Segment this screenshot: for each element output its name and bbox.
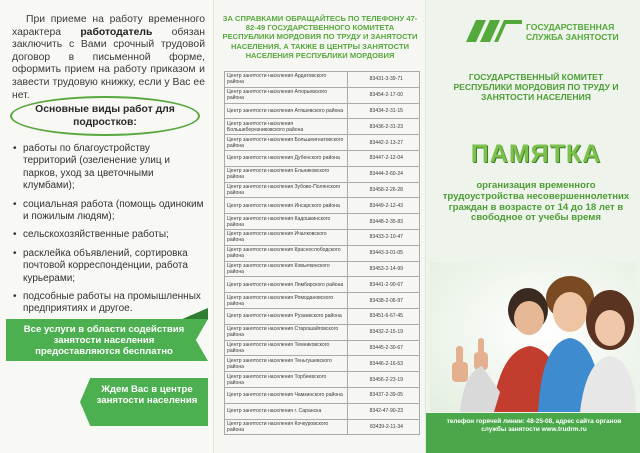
center-phone: 83445-2-30-67 [347,340,419,356]
center-name: Центр занятости населения Инсарского района [225,198,348,214]
center-name: Центр занятости населения Старошайговского района [225,324,348,340]
free-services-text: Все услуги в области содействия занятости населения предоставляются бесплатно [23,324,185,357]
table-row [225,135,420,151]
logo-text: ГОСУДАРСТВЕННАЯ СЛУЖБА ЗАНЯТОСТИ [526,22,619,42]
list-item: • работы по благоустройству территорий (озеленение улиц и парков, уход за цветочными клумбами); [12,143,206,193]
center-phone: 83448-2-35-83 [347,214,419,230]
table-row [225,182,420,198]
center-phone: 83451-6-67-45 [347,308,419,324]
table-row [225,324,420,340]
table-row [225,293,420,309]
center-name: Центр занятости населения Ардатовского района [225,72,348,88]
table-row [225,214,420,230]
center-name: Центр занятости населения г. Саранска [225,403,348,419]
center-name: Центр занятости населения Краснослободского района [225,245,348,261]
employment-service-logo-icon [466,20,522,42]
table-row [225,277,420,293]
table-row [225,150,420,166]
table-row [225,245,420,261]
center-phone: 83433-2-10-47 [347,229,419,245]
center-name: Центр занятости населения Рузаевского района [225,308,348,324]
list-item: • расклейка объявлений, сортировка почтовой корреспонденции, работа курьерами; [12,248,206,285]
center-name: Центр занятости населения Ельниковского района [225,166,348,182]
center-name: Центр занятости населения Лямбирского района [225,277,348,293]
center-name: Центр занятости населения Большеигнатовского района [225,135,348,151]
center-phone: 83446-2-16-53 [347,356,419,372]
center-name: Центр занятости населения Атюрьевского района [225,87,348,103]
center-phone: 83437-2-39-05 [347,387,419,403]
table-row [225,372,420,388]
teenagers-photo [430,262,636,412]
table-row [225,308,420,324]
list-item: • сельскохозяйственные работы; [12,229,206,241]
center-phone: 83441-2-90-67 [347,277,419,293]
table-row [225,166,420,182]
jobs-title: Основные виды работ для подростков: [35,104,175,128]
center-name: Центр занятости населения Теньгушевского района [225,356,348,372]
centers-table [224,71,420,435]
table-row [225,356,420,372]
table-row [225,72,420,88]
center-name: Центр занятости населения Ичалковского района [225,229,348,245]
center-phone: 83436-2-31-23 [347,119,419,135]
center-phone: 83443-3-01-05 [347,245,419,261]
center-name: Центр занятости населения Чамзинского района [225,387,348,403]
center-phone: 83439-2-11-34 [347,419,419,435]
center-phone: 83453-2-14-99 [347,261,419,277]
committee-name: ГОСУДАРСТВЕННЫЙ КОМИТЕТ РЕСПУБЛИКИ МОРДОВИЯ ПО ТРУДУ И ЗАНЯТОСТИ НАСЕЛЕНИЯ [453,72,619,103]
intro-text-start: При приеме на работу временного характера [12,14,205,38]
list-item: • подсобные работы на промышленных предприятиях и другое. [12,291,206,316]
table-row [225,403,420,419]
table-row [225,340,420,356]
center-phone: 83431-3-39-71 [347,72,419,88]
center-phone: 83442-2-13-27 [347,135,419,151]
memo-subtitle: организация временного трудоустройства несовершеннолетних граждан в возрасте от 14 до 18 лет в свободное от учебы время [442,180,630,224]
center-name: Центр занятости населения Ковылкинского района [225,261,348,277]
center-name: Центр занятости населения Большеберезниковского района [225,119,348,135]
list-item: • социальная работа (помощь одиноким и пожилым людям); [12,199,206,224]
memo-title: ПАМЯТКА [470,140,602,168]
table-row [225,103,420,119]
center-phone: 83447-2-12-04 [347,150,419,166]
intro-text-end: обязан заключить с Вами срочный трудовой договор в письменной форме, оформить прием на работу приказом и завести трудовую книжку, если у Вас ее нет. [12,26,205,101]
center-name: Центр занятости населения Темниковского района [225,340,348,356]
center-name: Центр занятости населения Торбеевского района [225,372,348,388]
center-name: Центр занятости населения Атяшевского района [225,103,348,119]
center-phone: 83434-2-31-15 [347,103,419,119]
center-phone: 8342-47-90-23 [347,403,419,419]
center-name: Центр занятости населения Кочкуровского района [225,419,348,435]
table-row [225,419,420,435]
center-name: Центр занятости населения Зубово-Полянского района [225,182,348,198]
table-row [225,119,420,135]
center-phone: 83449-2-12-43 [347,198,419,214]
center-phone: 83432-2-15-19 [347,324,419,340]
contacts-header: ЗА СПРАВКАМИ ОБРАЩАЙТЕСЬ ПО ТЕЛЕФОНУ 47-82-49 ГОСУДАРСТВЕННОГО КОМИТЕТА РЕСПУБЛИКИ МОРДОВИЯ ПО ТРУДУ И ЗАНЯТОСТИ НАСЕЛЕНИЯ, А ТАКЖЕ В ЦЕНТРЫ ЗАНЯТОСТИ НАСЕЛЕНИЯ РЕСПУБЛИКИ МОРДОВИЯ [222,14,418,60]
table-row [225,198,420,214]
table-row [225,229,420,245]
center-phone: 83438-2-06-97 [347,293,419,309]
intro-paragraph [12,14,205,102]
center-phone: 83454-2-17-00 [347,87,419,103]
center-phone: 83444-2-60-24 [347,166,419,182]
center-phone: 83456-2-23-19 [347,372,419,388]
welcome-text: Ждем Вас в центре занятости населения [96,384,198,406]
table-row [225,261,420,277]
intro-employer: работодатель [80,26,153,38]
center-name: Центр занятости населения Дубенского района [225,150,348,166]
hotline-text: телефон горячей линии: 48-25-08, адрес сайта органов службы занятости www.trudrm.ru [446,418,622,433]
table-row [225,87,420,103]
center-name: Центр занятости населения Ромодановского района [225,293,348,309]
center-phone: 83458-2-26-28 [347,182,419,198]
jobs-list [12,143,206,322]
center-name: Центр занятости населения Кадошкинского района [225,214,348,230]
table-row [225,387,420,403]
